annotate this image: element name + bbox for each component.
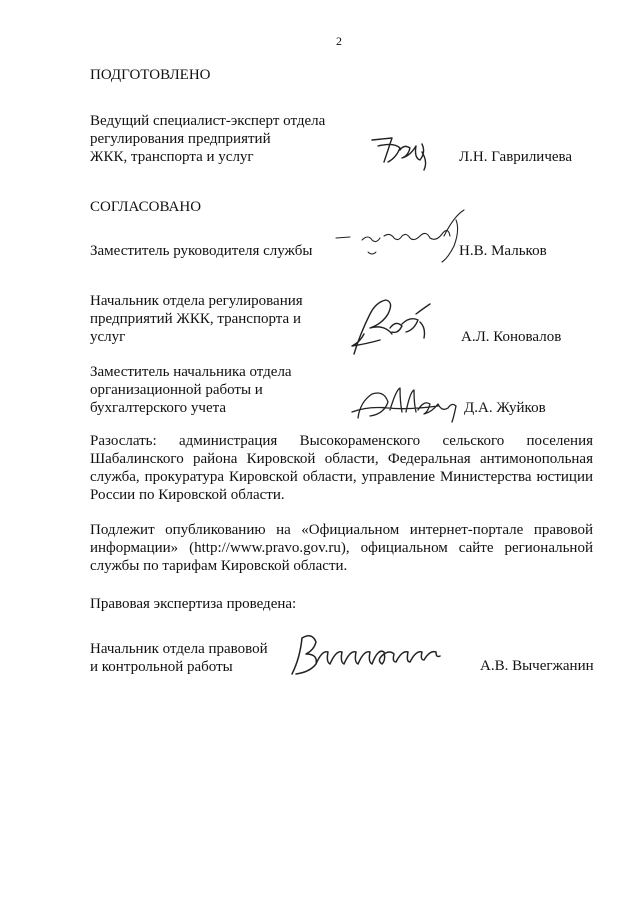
signatory-3-name: Д.А. Жуйков — [464, 400, 546, 416]
page-number: 2 — [336, 34, 342, 48]
position-line: Заместитель руководителя службы — [90, 243, 313, 259]
position-line: предприятий ЖКК, транспорта и — [90, 311, 301, 327]
position-line: регулирования предприятий — [90, 131, 271, 147]
position-line: услуг — [90, 329, 126, 345]
signatory-2-position — [90, 292, 303, 346]
signature-malkov — [332, 206, 472, 268]
signature-gavrilicheva — [370, 132, 440, 172]
prepared-name: Л.Н. Гавриличева — [459, 149, 573, 165]
signatory-1-position — [90, 242, 312, 260]
signature-zhuikov — [348, 382, 468, 424]
position-line: Начальник отдела правовой — [90, 641, 268, 657]
prepared-heading: ПОДГОТОВЛЕНО — [90, 67, 211, 83]
legal-review-position — [90, 640, 268, 676]
signatory-3-position — [90, 363, 292, 417]
signature-konovalov — [340, 294, 440, 358]
legal-review-name: А.В. Вычегжанин — [480, 658, 594, 674]
publication-text: Подлежит опубликованию на «Официальном интернет-портале правовой информации» (http://www.pravo.gov.ru), официальном сайте региональной службы по тарифам Кировской области. — [90, 522, 593, 574]
position-line: Ведущий специалист-эксперт отдела — [90, 113, 326, 129]
position-line: бухгалтерского учета — [90, 400, 227, 416]
signatory-1-name: Н.В. Мальков — [459, 243, 547, 259]
agreed-heading: СОГЛАСОВАНО — [90, 199, 202, 215]
position-line: ЖКК, транспорта и услуг — [90, 149, 254, 165]
signature-vychegzhanin — [286, 628, 446, 680]
position-line: Заместитель начальника отдела — [90, 364, 292, 380]
position-line: Начальник отдела регулирования — [90, 293, 303, 309]
position-line: и контрольной работы — [90, 659, 233, 675]
position-line: организационной работы и — [90, 382, 263, 398]
prepared-position — [90, 112, 325, 166]
distribution-text: Разослать: администрация Высокораменского сельского поселения Шабалинского района Кировской области, Федеральная антимонопольная служба, прокуратура Кировской области, управление Министерства юстиции России по Кировской области. — [90, 433, 593, 503]
legal-review-note: Правовая экспертиза проведена: — [90, 596, 297, 612]
signatory-2-name: А.Л. Коновалов — [461, 329, 562, 345]
